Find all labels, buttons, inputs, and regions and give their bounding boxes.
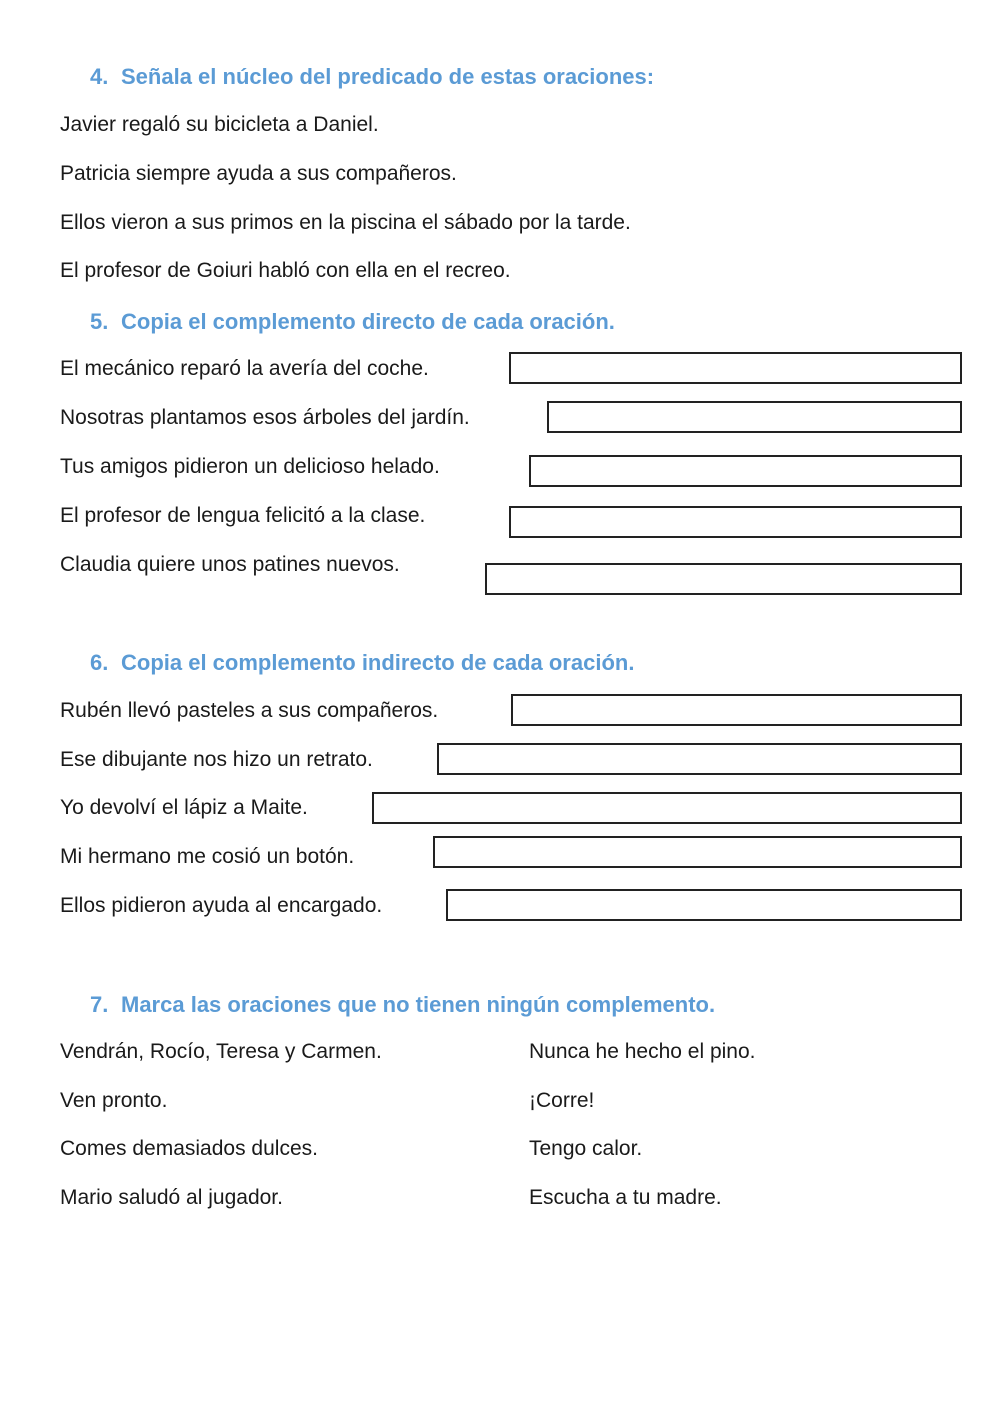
q6-answer-3[interactable] [372,792,962,824]
q4-sentence-2[interactable]: Patricia siempre ayuda a sus compañeros. [60,162,457,185]
q7-title: Marca las oraciones que no tienen ningún complemento. [121,992,716,1017]
q6-answer-1[interactable] [511,694,962,726]
q4-sentence-3[interactable]: Ellos vieron a sus primos en la piscina el sábado por la tarde. [60,211,631,234]
q5-sentence-5: Claudia quiere unos patines nuevos. [60,553,400,576]
q7-left-sentence-3[interactable]: Comes demasiados dulces. [60,1137,318,1160]
q4-title: Señala el núcleo del predicado de estas oraciones: [121,64,655,89]
q4-sentence-1[interactable]: Javier regaló su bicicleta a Daniel. [60,113,379,136]
q7-right-sentence-2[interactable]: ¡Corre! [529,1089,595,1112]
q5-sentence-2: Nosotras plantamos esos árboles del jardín. [60,406,470,429]
q7-right-sentence-3[interactable]: Tengo calor. [529,1137,643,1160]
q6-answer-5[interactable] [446,889,962,921]
q7-right-sentence-1[interactable]: Nunca he hecho el pino. [529,1040,756,1063]
q7-left-sentence-2[interactable]: Ven pronto. [60,1089,168,1112]
q6-answer-2[interactable] [437,743,962,775]
q5-answer-4[interactable] [509,506,962,538]
q5-sentence-1: El mecánico reparó la avería del coche. [60,357,429,380]
q6-answer-4[interactable] [433,836,962,868]
q5-answer-2[interactable] [547,401,962,433]
q5-number: 5. [90,309,109,334]
q5-answer-1[interactable] [509,352,962,384]
q7-left-sentence-1[interactable]: Vendrán, Rocío, Teresa y Carmen. [60,1040,382,1063]
q5-sentence-4: El profesor de lengua felicitó a la clase. [60,504,426,527]
q6-heading [90,650,634,676]
q5-answer-3[interactable] [529,455,962,487]
q5-heading [90,309,615,335]
q6-number: 6. [90,650,109,675]
q4-number: 4. [90,64,109,89]
q6-sentence-2: Ese dibujante nos hizo un retrato. [60,748,373,771]
q6-sentence-5: Ellos pidieron ayuda al encargado. [60,894,383,917]
q6-sentence-4: Mi hermano me cosió un botón. [60,845,355,868]
q4-sentence-4[interactable]: El profesor de Goiuri habló con ella en el recreo. [60,259,511,282]
q4-heading [90,64,654,90]
q5-answer-5[interactable] [485,563,962,595]
q7-right-sentence-4[interactable]: Escucha a tu madre. [529,1186,722,1209]
q6-title: Copia el complemento indirecto de cada oración. [121,650,635,675]
q7-left-sentence-4[interactable]: Mario saludó al jugador. [60,1186,283,1209]
q6-sentence-3: Yo devolví el lápiz a Maite. [60,796,308,819]
q6-sentence-1: Rubén llevó pasteles a sus compañeros. [60,699,439,722]
q7-heading [90,992,715,1018]
q5-title: Copia el complemento directo de cada oración. [121,309,615,334]
q5-sentence-3: Tus amigos pidieron un delicioso helado. [60,455,440,478]
q7-number: 7. [90,992,109,1017]
